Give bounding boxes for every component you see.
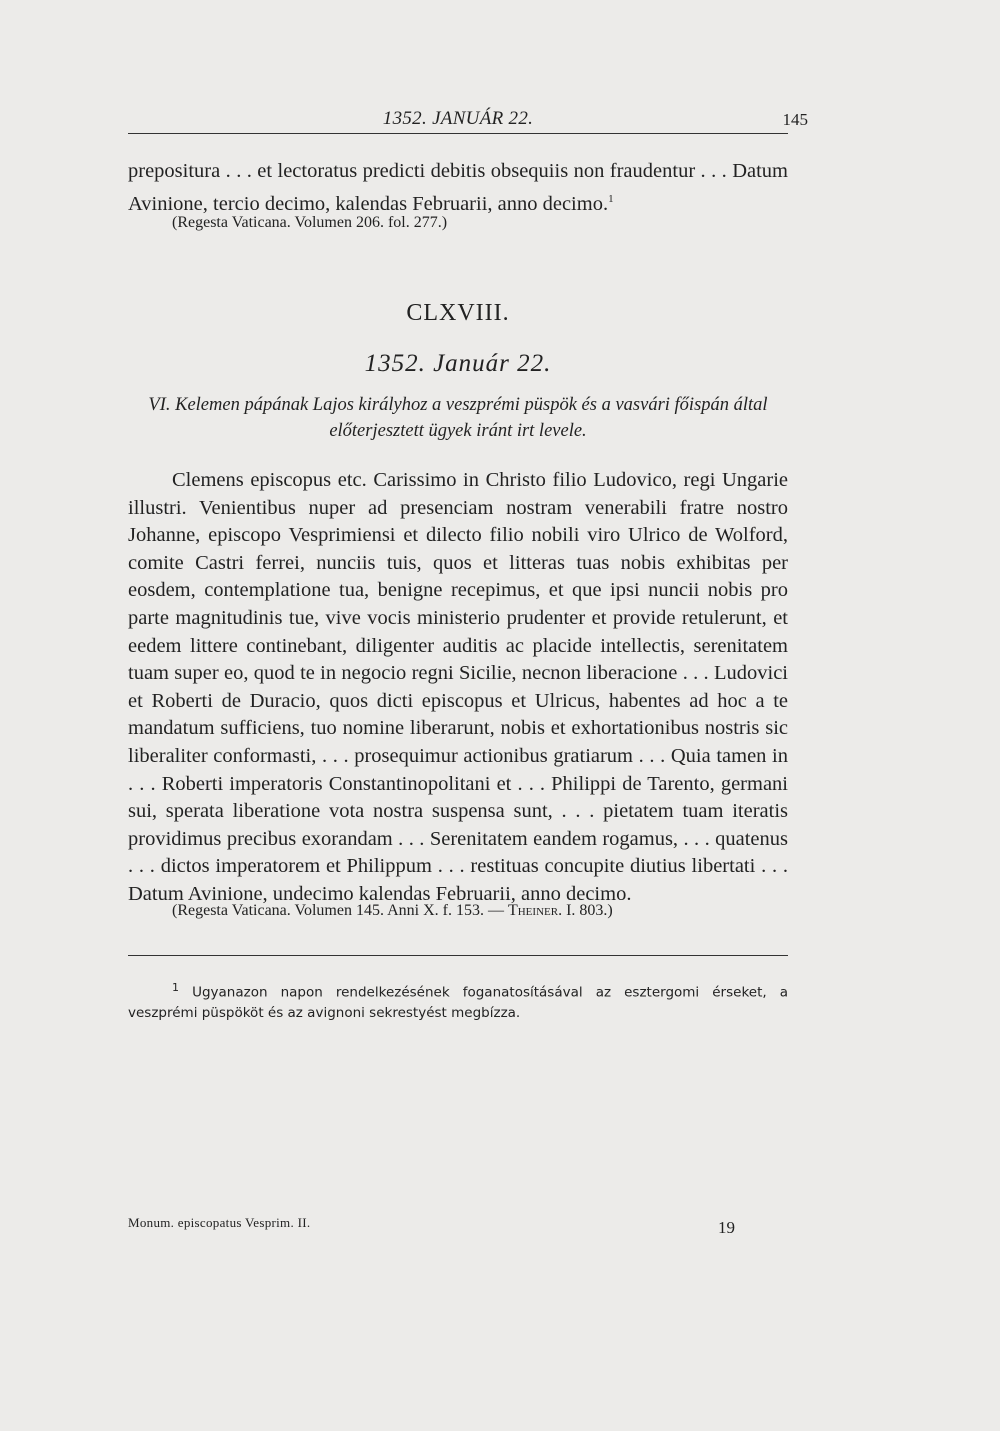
footnote-rule [128,955,788,956]
reference-end: . I. 803.) [558,902,613,919]
reference-author: Theiner [507,902,559,919]
document-number: CLXVIII. [406,300,510,326]
top-reference: (Regesta Vaticana. Volumen 206. fol. 277.) [172,214,448,231]
reference-main: (Regesta Vaticana. Volumen 145. Anni X. f. 153. — [172,902,508,919]
signature-number: 19 [718,1218,735,1237]
document-reference [172,900,792,922]
running-head [128,108,808,132]
footnote [128,978,788,1023]
running-head-title: 1352. JANUÁR 22. [382,108,534,129]
top-paragraph [128,158,788,218]
document-date: 1352. Január 22. [364,350,552,377]
top-paragraph-text: prepositura . . . et lectoratus predicti debitis obsequiis non fraudentur . . . Datum Avinione, tercio decimo, kalendas Februarii, anno decimo. [128,160,788,215]
document-regest [128,392,788,444]
footnote-number: 1 [172,981,179,994]
document-body [128,467,788,909]
footnote-text: Ugyanazon napon rendelkezésének foganatosításával az esztergomi érseket, a veszprémi püspököt és az avignoni sekrestyést megbízza. [128,984,789,1021]
header-rule [128,133,788,134]
footnote-mark: 1 [608,192,614,205]
document-body-text: Clemens episcopus etc. Carissimo in Christo filio Ludovico, regi Ungarie illustri. Venientibus nuper ad presenciam nostram venerabili fratre nostro Johanne, episcopo Vesprimiensi et dilecto filio nobili viro Ulrico de Wolford, comite Castri ferrei, nunciis tuis, quos et litteras tuas nobis exhibitas per eosdem, contemplatione tua, benigne recepimus, et que ipsi nuncii nobis pro parte magnitudinis tue, vive vocis ministerio prudenter et provide retulerunt, et eedem littere continebant, diligenter auditis ac placide intellectis, serenitatem tuam super eo, quod te in negocio regni Sicilie, necnon liberacione . . . Ludovici et Roberti de Duracio, quos dicti episcopus et Ulricus, habentes ad hoc a te mandatum sufficiens, tuo nomine liberarunt, nobis et exhortationibus nostris sic liberaliter conformasti, . . . prosequimur actionibus gratiarum . . . Quia tamen in . . . Roberti imperatoris Constantinopolitani et . . . Philippi de Tarento, germani sui, sperata liberatione vota nostra suspensa sunt, . . . pietatem tuam iteratis providimus precibus exorandam . . . Serenitatem eandem rogamus, . . . quatenus . . . dictos imperatorem et Philippum . . . restituas concupite diutius libertati . . . Datum Avinione, undecimo kalendas Februarii, anno decimo. [128,469,788,905]
footer-series-title: Monum. episcopatus Vesprim. II. [128,1215,311,1230]
regest-line-2: előterjesztett ügyek iránt irt levele. [329,421,587,441]
page-number: 145 [782,110,808,129]
regest-line-1: VI. Kelemen pápának Lajos királyhoz a veszprémi püspök és a vasvári főispán által [148,395,768,415]
